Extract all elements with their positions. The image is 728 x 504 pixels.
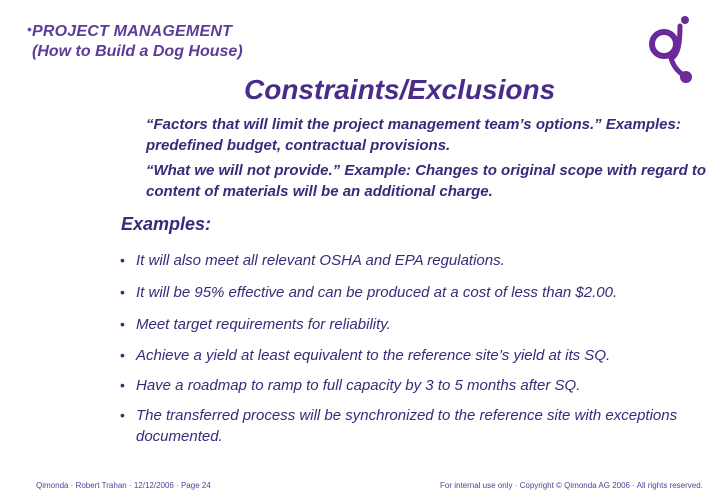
bullet-icon: • [120,316,125,332]
footer-left: Qimonda · Robert Trahan · 12/12/2006 · Page 24 [36,481,211,490]
header-subtitle: (How to Build a Dog House) [32,43,243,60]
bullet-icon: • [120,407,125,423]
bullet-icon: • [120,284,125,300]
list-item-text: It will also meet all relevant OSHA and EPA regulations. [136,252,505,269]
quote-not-provide: “What we will not provide.” Example: Changes to original scope with regard to content of materials will be an additional charge. [146,162,707,200]
quote-factors: “Factors that will limit the project management team’s options.” Examples: predefined budget, contractual provisions. [146,116,681,154]
list-item [120,375,700,396]
header-title: PROJECT MANAGEMENT [32,23,233,40]
header-bullet: • [27,21,32,37]
qimonda-logo-icon [636,14,696,84]
bullet-icon: • [120,377,125,393]
bullet-icon: • [120,347,125,363]
list-item [120,405,700,447]
list-item [120,314,700,335]
list-item-text: It will be 95% effective and can be produced at a cost of less than $2.00. [136,284,618,301]
slide-title: Constraints/Exclusions [244,74,556,105]
list-item-text: Meet target requirements for reliability. [136,316,391,333]
list-item [120,250,700,271]
list-item-text: Have a roadmap to ramp to full capacity by 3 to 5 months after SQ. [136,377,581,394]
examples-heading: Examples: [121,214,212,234]
list-item-text: The transferred process will be synchronized to the reference site with exceptions documented. [136,407,678,445]
footer-right: For internal use only · Copyright © Qimonda AG 2006 · All rights reserved. [440,481,703,490]
list-item [120,345,700,366]
list-item [120,282,700,303]
list-item-text: Achieve a yield at least equivalent to the reference site’s yield at its SQ. [136,347,611,364]
bullet-icon: • [120,252,125,268]
